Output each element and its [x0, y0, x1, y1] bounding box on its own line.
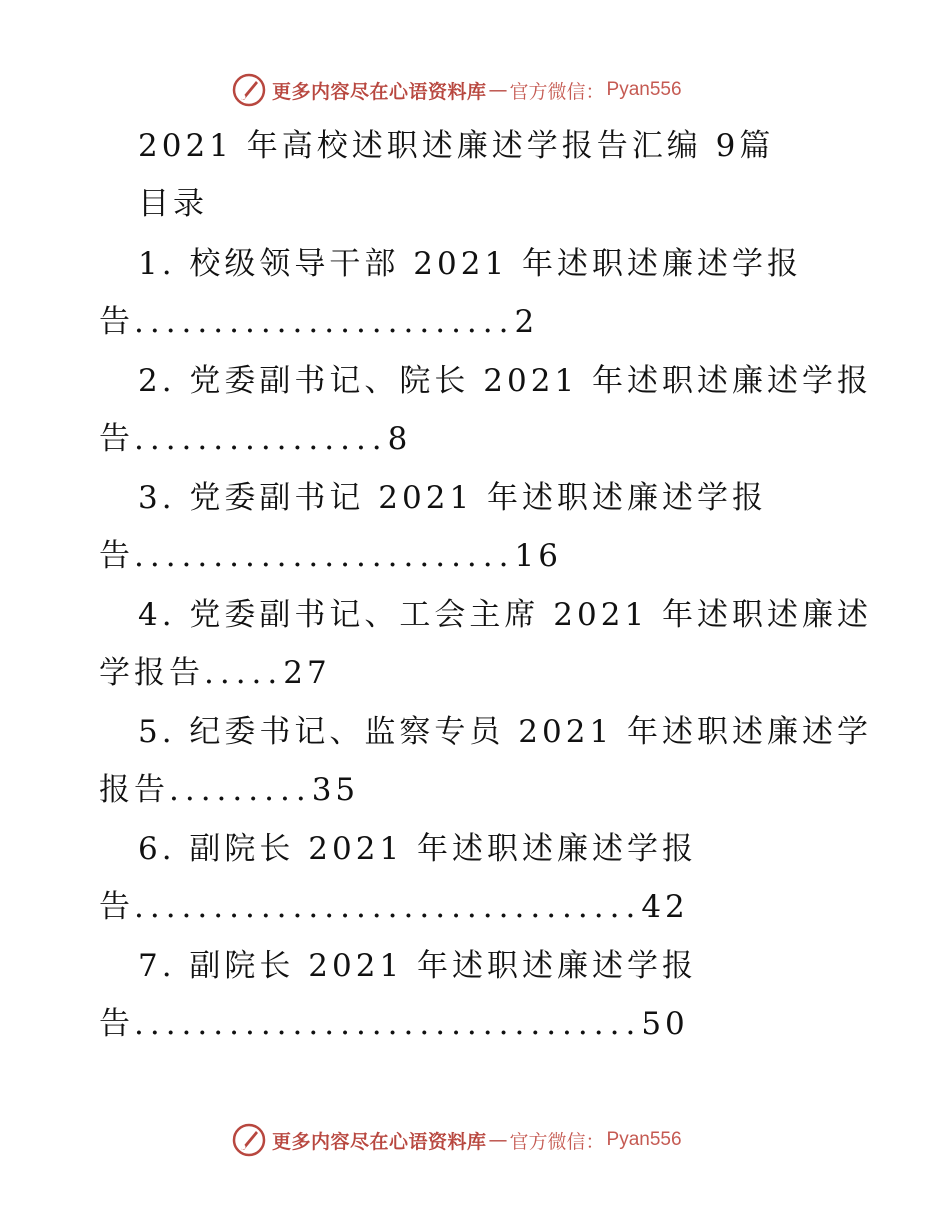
toc-leader-dots: ................................ — [134, 1006, 642, 1042]
toc-entry-5-title[interactable]: 5. 纪委书记、监察专员 2021 年述职述廉述学 — [138, 714, 873, 750]
toc-page-number: 42 — [641, 889, 689, 925]
toc-leader-dots: ................ — [134, 421, 388, 457]
toc-leader-dots: ........................ — [134, 304, 515, 340]
banner-wechat-label: 官方微信： — [509, 80, 605, 103]
toc-entry-tail: 告 — [99, 304, 134, 340]
toc-entry-7-continuation[interactable] — [99, 1004, 689, 1044]
toc-page-number: 50 — [641, 1006, 689, 1042]
quill-logo-icon — [232, 73, 266, 107]
toc-page-number: 35 — [311, 772, 360, 808]
toc-entry-7-title[interactable]: 7. 副院长 2021 年述职述廉述学报 — [138, 948, 698, 984]
toc-page-number: 16 — [514, 538, 562, 574]
toc-entry-1-title[interactable]: 1. 校级领导干部 2021 年述职述廉述学报 — [138, 246, 803, 282]
banner-wechat-id: Pyan556 — [606, 1129, 682, 1150]
toc-entry-3-title[interactable]: 3. 党委副书记 2021 年述职述廉述学报 — [138, 480, 768, 516]
toc-leader-dots: ......... — [169, 772, 312, 808]
toc-entry-2-title[interactable]: 2. 党委副书记、院长 2021 年述职述廉述学报 — [138, 363, 873, 399]
toc-entry-4-title[interactable]: 4. 党委副书记、工会主席 2021 年述职述廉述 — [138, 597, 873, 633]
toc-entry-3-continuation[interactable] — [99, 536, 562, 576]
toc-leader-dots: ................................ — [134, 889, 642, 925]
toc-entry-tail: 告 — [99, 1006, 134, 1042]
toc-leader-dots: ........................ — [134, 538, 515, 574]
toc-entry-4-continuation[interactable] — [99, 653, 331, 693]
banner-wechat-label: 官方微信： — [509, 1130, 605, 1153]
toc-leader-dots: ..... — [204, 655, 284, 691]
toc-entry-6-continuation[interactable] — [99, 887, 689, 927]
toc-entry-6-title[interactable]: 6. 副院长 2021 年述职述廉述学报 — [138, 831, 698, 867]
toc-entry-2-continuation[interactable] — [99, 419, 411, 459]
toc-entry-tail: 告 — [99, 421, 134, 457]
banner-text: 更多内容尽在心语资料库 — [272, 1130, 487, 1153]
banner-text: 更多内容尽在心语资料库 — [272, 80, 487, 103]
banner-wechat-id: Pyan556 — [606, 79, 682, 100]
quill-logo-icon — [232, 1123, 266, 1157]
document-title: 2021 年高校述职述廉述学报告汇编 9篇 — [138, 128, 775, 164]
toc-heading: 目录 — [138, 186, 208, 222]
toc-entry-tail: 告 — [99, 538, 134, 574]
toc-page-number: 8 — [387, 421, 412, 457]
toc-entry-5-continuation[interactable] — [99, 770, 359, 810]
toc-entry-tail: 学报告 — [99, 655, 204, 691]
toc-page-number: 2 — [514, 304, 539, 340]
toc-entry-tail: 报告 — [99, 772, 169, 808]
toc-page-number: 27 — [283, 655, 331, 691]
banner-dash: — — [488, 79, 508, 101]
toc-entry-1-continuation[interactable] — [99, 302, 538, 342]
toc-entry-tail: 告 — [99, 889, 134, 925]
footer-banner — [232, 1122, 682, 1158]
header-banner — [232, 72, 682, 108]
banner-dash: — — [488, 1129, 508, 1151]
